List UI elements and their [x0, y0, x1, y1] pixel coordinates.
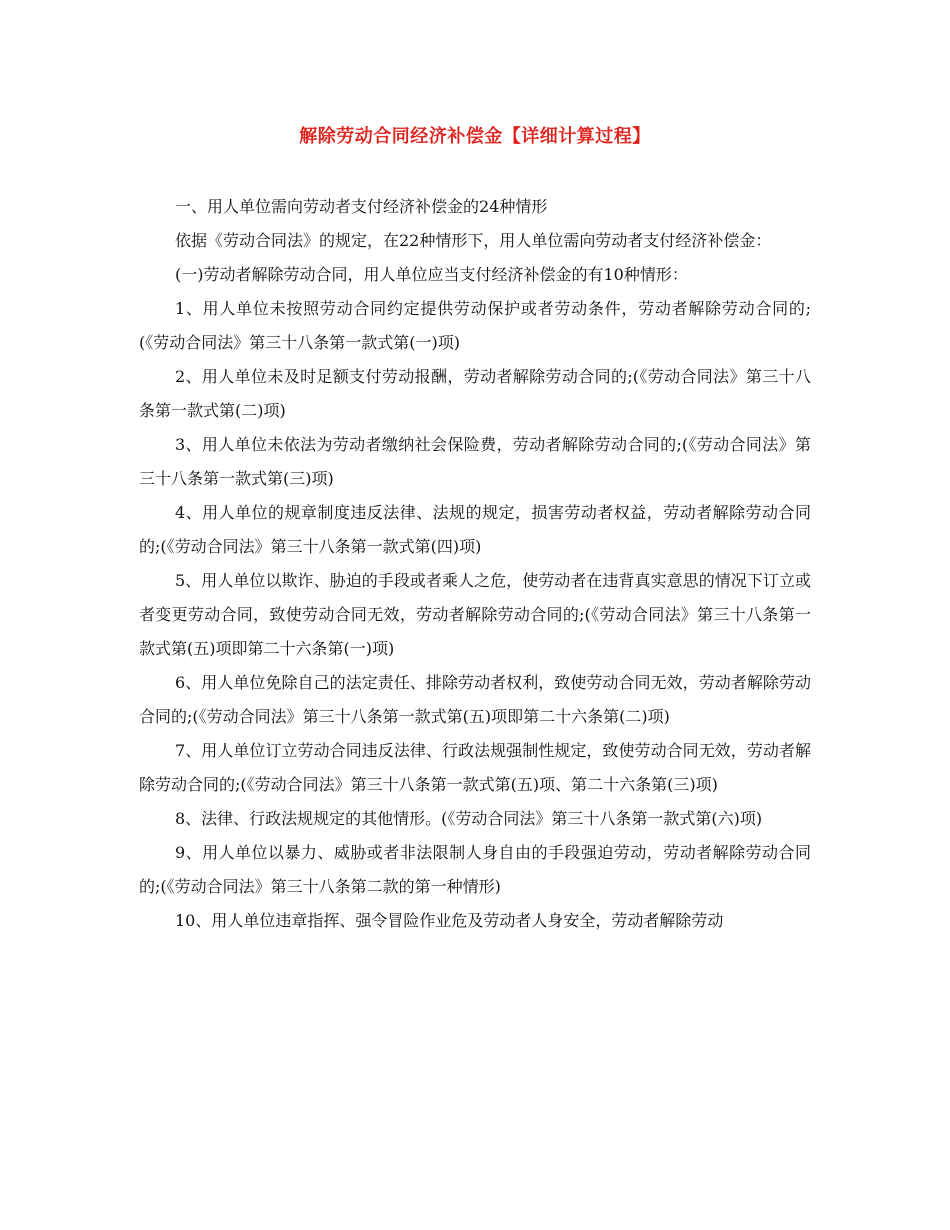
list-item: 9、用人单位以暴力、威胁或者非法限制人身自由的手段强迫劳动，劳动者解除劳动合同的;(《劳动合同法》第三十八条第二款的第一种情形) [139, 843, 811, 896]
list-item: 2、用人单位未及时足额支付劳动报酬，劳动者解除劳动合同的;(《劳动合同法》第三十八条第一款式第(二)项) [139, 367, 811, 420]
list-item: 4、用人单位的规章制度违反法律、法规的规定，损害劳动者权益，劳动者解除劳动合同的;(《劳动合同法》第三十八条第一款式第(四)项) [139, 503, 811, 556]
list-item: 10、用人单位违章指挥、强令冒险作业危及劳动者人身安全，劳动者解除劳动 [175, 911, 724, 930]
list-item: 1、用人单位未按照劳动合同约定提供劳动保护或者劳动条件，劳动者解除劳动合同的;(《劳动合同法》第三十八条第一款式第(一)项) [139, 299, 811, 352]
list-item: 3、用人单位未依法为劳动者缴纳社会保险费，劳动者解除劳动合同的;(《劳动合同法》第三十八条第一款式第(三)项) [139, 435, 811, 488]
document-title: 解除劳动合同经济补偿金【详细计算过程】 [299, 126, 651, 147]
list-item: 5、用人单位以欺诈、胁迫的手段或者乘人之危，使劳动者在违背真实意思的情况下订立或者变更劳动合同，致使劳动合同无效，劳动者解除劳动合同的;(《劳动合同法》第三十八条第一款式第(五)项即第二十六条第(一)项) [139, 571, 811, 658]
section-heading: 一、用人单位需向劳动者支付经济补偿金的24种情形 [175, 197, 548, 216]
intro-paragraph: 依据《劳动合同法》的规定，在22种情形下，用人单位需向劳动者支付经济补偿金： [175, 231, 772, 250]
list-item: 8、法律、行政法规规定的其他情形。(《劳动合同法》第三十八条第一款式第(六)项) [175, 809, 763, 828]
document-body [139, 190, 811, 938]
list-item: 7、用人单位订立劳动合同违反法律、行政法规强制性规定，致使劳动合同无效，劳动者解除劳动合同的;(《劳动合同法》第三十八条第一款式第(五)项、第二十六条第(三)项) [139, 741, 811, 794]
list-item: 6、用人单位免除自己的法定责任、排除劳动者权利，致使劳动合同无效，劳动者解除劳动合同的;(《劳动合同法》第三十八条第一款式第(五)项即第二十六条第(二)项) [139, 673, 811, 726]
subsection-heading: (一)劳动者解除劳动合同，用人单位应当支付经济补偿金的有10种情形： [175, 265, 688, 284]
